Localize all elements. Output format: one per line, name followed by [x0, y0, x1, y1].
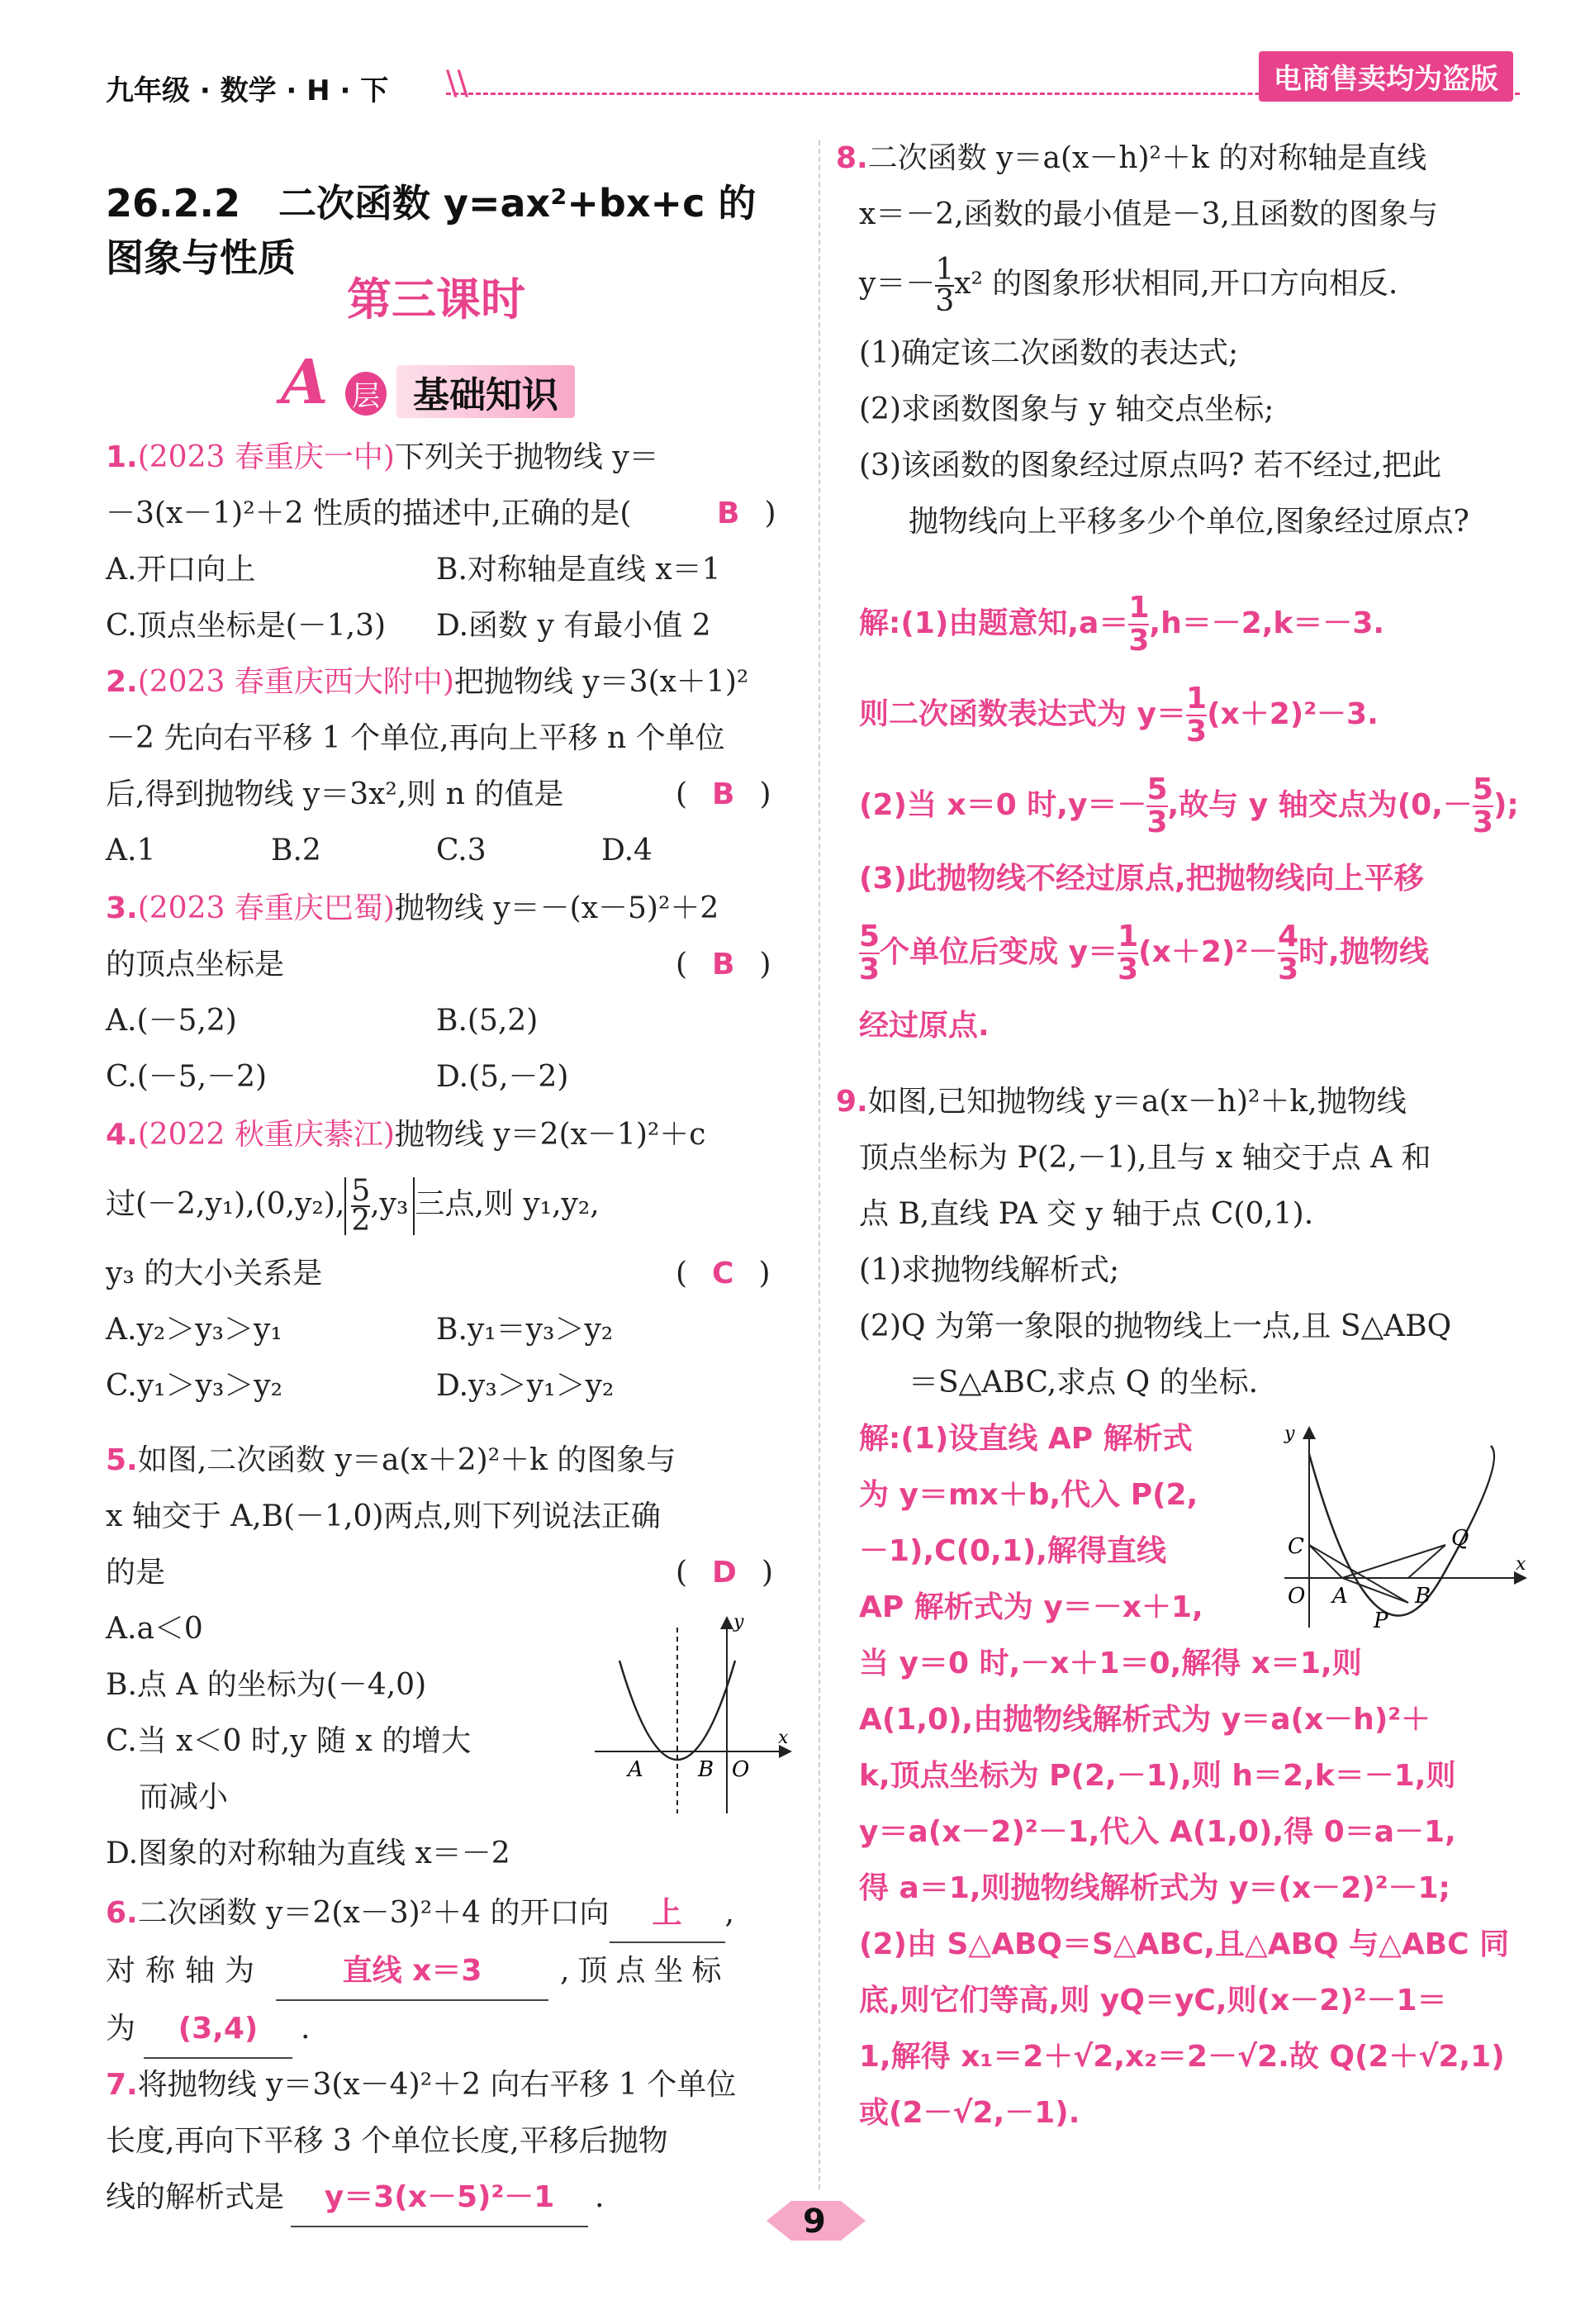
question-source: (2023 春重庆巴蜀): [137, 891, 395, 925]
solution-text: (2)当 x＝0 时,y＝－: [859, 788, 1147, 822]
fraction-denominator: 3: [859, 953, 880, 986]
question-text: .: [301, 2012, 311, 2046]
fraction-numerator: 5: [351, 1174, 371, 1208]
solution-text: 则二次函数表达式为 y＝: [859, 697, 1187, 731]
option-c-continued: 而减小: [139, 1780, 229, 1814]
question-text: 的顶点坐标是: [106, 948, 285, 981]
question-1: [106, 430, 791, 654]
line-pa: [1309, 1545, 1408, 1603]
y-axis-label: y: [733, 1612, 744, 1633]
question-text: 长度,再向下平移 3 个单位长度,平移后抛物: [106, 2124, 668, 2158]
option-c: C.当 x＜0 时,y 随 x 的增大: [106, 1724, 472, 1758]
question-text: .: [595, 2180, 605, 2214]
sub-question-1: (1)确定该二次函数的表达式;: [859, 336, 1239, 370]
solution-text: (3)此抛物线不经过原点,把抛物线向上平移: [859, 862, 1424, 896]
question-text: 二次函数 y＝2(x－3)²＋4 的开口向: [137, 1896, 610, 1930]
solution-line: 1,解得 x₁＝2＋√2,x₂＝2－√2.故 Q(2＋√2,1): [859, 2040, 1505, 2074]
option-c: C.顶点坐标是(－1,3): [106, 609, 387, 643]
question-text: 为: [106, 2012, 136, 2046]
question-8: [836, 131, 1528, 550]
fraction-denominator: 3: [935, 284, 955, 318]
level-letter: A: [281, 347, 329, 418]
sub-question-3: (3)该函数的图象经过原点吗? 若不经过,把此: [859, 449, 1442, 482]
origin-label: O: [1288, 1584, 1306, 1609]
fraction-denominator: 3: [1128, 624, 1150, 658]
origin-label: O: [732, 1757, 750, 1782]
y-axis-label: y: [1284, 1423, 1295, 1444]
point-b-label: B: [698, 1757, 714, 1782]
question-number: 3.: [106, 891, 138, 925]
solution-text: 个单位后变成 y＝: [880, 935, 1118, 969]
sub-question-3-continued: 抛物线向上平移多少个单位,图象经过原点?: [909, 505, 1469, 539]
point-p-label: P: [1374, 1609, 1388, 1633]
fraction-numerator: 1: [1128, 591, 1150, 625]
point-a-label: A: [628, 1757, 643, 1782]
lesson-title: 第三课时: [347, 273, 525, 326]
solution-text: ,h＝－2,k＝－3.: [1149, 606, 1385, 640]
fraction-denominator: 2: [351, 1204, 371, 1238]
question-text: －2 先向右平移 1 个单位,再向上平移 n 个单位: [106, 721, 725, 755]
question-text: y＝－: [859, 267, 936, 301]
question-source: (2023 春重庆一中): [137, 440, 395, 474]
sub-question-2-continued: ＝S△ABC,求点 Q 的坐标.: [909, 1366, 1259, 1400]
header-notice-badge: 电商售卖均为盗版: [1259, 51, 1513, 102]
point-b-label: B: [1415, 1584, 1431, 1609]
question-text: x² 的图象形状相同,开口方向相反.: [954, 267, 1398, 301]
page-number: 9: [803, 2203, 826, 2241]
q5-parabola-graph: [595, 1611, 793, 1818]
option-b: B.(5,2): [436, 1004, 539, 1038]
option-b: B.2: [271, 834, 321, 867]
solution-line: 底,则它们等高,则 yQ＝yC,则(x－2)²－1＝: [859, 1984, 1447, 2017]
fraction-numerator: 1: [935, 253, 955, 287]
solution-line: 为 y＝mx＋b,代入 P(2,: [859, 1478, 1198, 1512]
answer-choice: C: [712, 1257, 734, 1290]
question-text: 抛物线 y＝2(x－1)²＋c: [394, 1118, 706, 1152]
solution-line: －1),C(0,1),解得直线: [859, 1534, 1166, 1568]
question-text: 过(－2,y₁),(0,y₂),: [106, 1187, 345, 1221]
fraction-denominator: 3: [1146, 806, 1168, 839]
solution-line: (2)由 S△ABQ＝S△ABC,且△ABQ 与△ABC 同: [859, 1927, 1510, 1961]
column-divider: [819, 140, 820, 2189]
option-c: C.3: [436, 834, 486, 867]
question-text: 下列关于抛物线 y＝: [394, 440, 659, 474]
question-5: 5.如图,二次函数 y＝a(x＋2)²＋k 的图象与 x 轴交于 A,B(－1,0)两点,则下列说法正确 的是 ( D ) A.a＜0 B.点 A 的坐标为(－4,0) C.当 x＜0 时,y 随 x 的增大 而减小 D.图象的对称轴为直线 x＝－2: [106, 1443, 773, 1870]
question-text: 对称轴为: [106, 1954, 265, 1988]
point-a-label: A: [1332, 1584, 1348, 1609]
question-number: 2.: [106, 665, 138, 699]
question-text: ,y₃: [370, 1187, 409, 1221]
fraction-numerator: 4: [1278, 920, 1299, 953]
question-text: ,顶点坐标: [560, 1954, 730, 1988]
solution-text: 时,抛物线: [1298, 935, 1429, 969]
solution-text: 解:(1)由题意知,a＝: [859, 606, 1129, 640]
question-text: 线的解析式是: [106, 2180, 285, 2214]
option-c: C.(－5,－2): [106, 1060, 268, 1094]
option-b: B.点 A 的坐标为(－4,0): [106, 1668, 427, 1702]
point-c-label: C: [1288, 1534, 1304, 1559]
question-source: (2023 春重庆西大附中): [137, 665, 454, 699]
fraction-denominator: 3: [1118, 953, 1139, 986]
answer-choice: B: [712, 777, 735, 811]
fraction-denominator: 3: [1186, 715, 1208, 749]
question-text: 把抛物线 y＝3(x＋1)²: [453, 665, 749, 699]
fraction-numerator: 5: [859, 920, 880, 953]
option-d: D.y₃＞y₁＞y₂: [436, 1369, 615, 1403]
q8-solution: [859, 578, 1528, 1054]
level-badge: [281, 347, 628, 420]
answer-choice: B: [712, 948, 735, 981]
solution-line: y＝a(x－2)²－1,代入 A(1,0),得 0＝a－1,: [859, 1815, 1456, 1849]
question-3: 3.(2023 春重庆巴蜀)抛物线 y＝－(x－5)²＋2 的顶点坐标是 ( B ) A.(－5,2) B.(5,2) C.(－5,－2) D.(5,－2): [106, 881, 791, 1105]
segment-aq: [1342, 1545, 1445, 1578]
fraction-numerator: 5: [1146, 772, 1168, 806]
option-d: D.4: [601, 834, 653, 867]
paren-close: ): [764, 497, 776, 530]
q9-parabola-graph: [1276, 1421, 1532, 1636]
solution-text: (x＋2)²－: [1138, 935, 1279, 969]
question-number: 7.: [106, 2068, 138, 2102]
option-a: A.y₂＞y₃＞y₁: [106, 1313, 282, 1347]
solution-text: (x＋2)²－3.: [1207, 697, 1379, 731]
option-d: D.函数 y 有最小值 2: [436, 609, 711, 643]
question-text: 三点,则 y₁,y₂,: [415, 1187, 600, 1221]
segment-bq: [1408, 1545, 1445, 1578]
answer-blank: 直线 x＝3: [276, 1943, 548, 2001]
question-text: 二次函数 y＝a(x－h)²＋k 的对称轴是直线: [867, 141, 1427, 175]
question-text: 点 B,直线 PA 交 y 轴于点 C(0,1).: [859, 1197, 1314, 1231]
solution-text: 经过原点.: [859, 1009, 990, 1043]
option-d: D.图象的对称轴为直线 x＝－2: [106, 1837, 510, 1870]
question-text: 如图,二次函数 y＝a(x＋2)²＋k 的图象与: [137, 1443, 676, 1477]
question-9: [836, 1074, 1528, 1411]
solution-line: 或(2－√2,－1).: [859, 2096, 1080, 2130]
option-a: A.a＜0: [106, 1612, 203, 1646]
question-number: 9.: [836, 1085, 868, 1119]
answer-blank: 上: [610, 1885, 725, 1943]
question-2: 2.(2023 春重庆西大附中)把抛物线 y＝3(x＋1)² －2 先向右平移 1 个单位,再向上平移 n 个单位 后,得到抛物线 y＝3x²,则 n 的值是 ( B ) A.1 B.2 C.3 D.4: [106, 654, 791, 879]
question-number: 6.: [106, 1896, 138, 1930]
question-number: 1.: [106, 440, 138, 474]
option-a: A.开口向上: [106, 553, 256, 587]
option-c: C.y₁＞y₃＞y₂: [106, 1369, 283, 1403]
solution-line: 解:(1)设直线 AP 解析式: [859, 1422, 1193, 1456]
solution-line: 得 a＝1,则抛物线解析式为 y＝(x－2)²－1;: [859, 1871, 1450, 1905]
fraction-numerator: 1: [1118, 920, 1139, 953]
question-text: 如图,已知抛物线 y＝a(x－h)²＋k,抛物线: [867, 1085, 1407, 1119]
option-d: D.(5,－2): [436, 1060, 569, 1094]
question-text: 抛物线 y＝－(x－5)²＋2: [394, 891, 719, 925]
question-text: x 轴交于 A,B(－1,0)两点,则下列说法正确: [106, 1499, 661, 1533]
solution-line: 当 y＝0 时,－x＋1＝0,解得 x＝1,则: [859, 1647, 1362, 1680]
solution-text: ,故与 y 轴交点为(0,－: [1167, 788, 1473, 822]
segment-ap: [1342, 1578, 1408, 1603]
answer-blank: (3,4): [144, 2001, 292, 2059]
solution-text: );: [1493, 788, 1519, 822]
answer-choice: D: [712, 1556, 737, 1590]
question-4: 4.(2022 秋重庆綦江)抛物线 y＝2(x－1)²＋c 过(－2,y₁),(0,y₂), $\frac{5}{2}$ ,y₃ 三点,则 y₁,y₂, y₃ 的大小关系是 ( C ) A.y₂＞y₃＞y₁ B.y₁＝y₃＞y₂ C.y₁＞y₃＞y₂ D.y₃＞y₁＞y₂: [106, 1107, 791, 1414]
option-a: A.(－5,2): [106, 1004, 237, 1038]
level-ceng: 层: [345, 372, 387, 416]
question-7: [106, 2057, 791, 2227]
x-axis-label: x: [778, 1728, 789, 1748]
solution-line: AP 解析式为 y＝－x＋1,: [859, 1590, 1203, 1624]
question-text: 顶点坐标为 P(2,－1),且与 x 轴交于点 A 和: [859, 1141, 1431, 1175]
fraction-denominator: 3: [1278, 953, 1299, 986]
header-grade: 九年级 · 数学 · H · 下: [106, 74, 389, 107]
sub-question-2: (2)求函数图象与 y 轴交点坐标;: [859, 392, 1274, 426]
answer-choice: B: [717, 497, 740, 530]
sub-question-2: (2)Q 为第一象限的抛物线上一点,且 S△ABQ: [859, 1309, 1452, 1343]
question-number: 5.: [106, 1443, 138, 1477]
solution-line: A(1,0),由抛物线解析式为 y＝a(x－h)²＋: [859, 1703, 1431, 1737]
question-text: x＝－2,函数的最小值是－3,且函数的图象与: [859, 197, 1438, 231]
question-text: 将抛物线 y＝3(x－4)²＋2 向右平移 1 个单位: [137, 2068, 737, 2102]
question-number: 8.: [836, 141, 868, 175]
question-text: －3(x－1)²＋2 性质的描述中,正确的是(: [106, 497, 632, 530]
section-title: 26.2.2 二次函数 y=ax²+bx+c 的图象与性质: [106, 181, 757, 280]
x-axis-label: x: [1516, 1554, 1526, 1575]
header-slash-decoration: \\: [446, 64, 468, 102]
option-b: B.y₁＝y₃＞y₂: [436, 1313, 614, 1347]
solution-line: k,顶点坐标为 P(2,－1),则 h＝2,k＝－1,则: [859, 1759, 1456, 1793]
level-label: 基础知识: [396, 365, 575, 418]
fraction-denominator: 3: [1472, 806, 1493, 839]
fraction-numerator: 1: [1186, 682, 1208, 715]
fraction-numerator: 5: [1472, 772, 1493, 806]
option-a: A.1: [106, 834, 156, 867]
question-6: 6.二次函数 y＝2(x－3)²＋4 的开口向 上 , 对称轴为 直线 x＝3 ,顶点坐标 为 (3,4) .: [106, 1885, 791, 2059]
answer-blank: y＝3(x－5)²－1: [291, 2170, 588, 2227]
sub-question-1: (1)求抛物线解析式;: [859, 1253, 1120, 1287]
question-text: 的是: [106, 1556, 166, 1590]
question-source: (2022 秋重庆綦江): [137, 1118, 395, 1152]
option-b: B.对称轴是直线 x＝1: [436, 553, 721, 587]
question-text: y₃ 的大小关系是: [106, 1257, 323, 1290]
question-number: 4.: [106, 1118, 138, 1152]
point-q-label: Q: [1451, 1526, 1469, 1551]
question-text: 后,得到抛物线 y＝3x²,则 n 的值是: [106, 777, 564, 811]
